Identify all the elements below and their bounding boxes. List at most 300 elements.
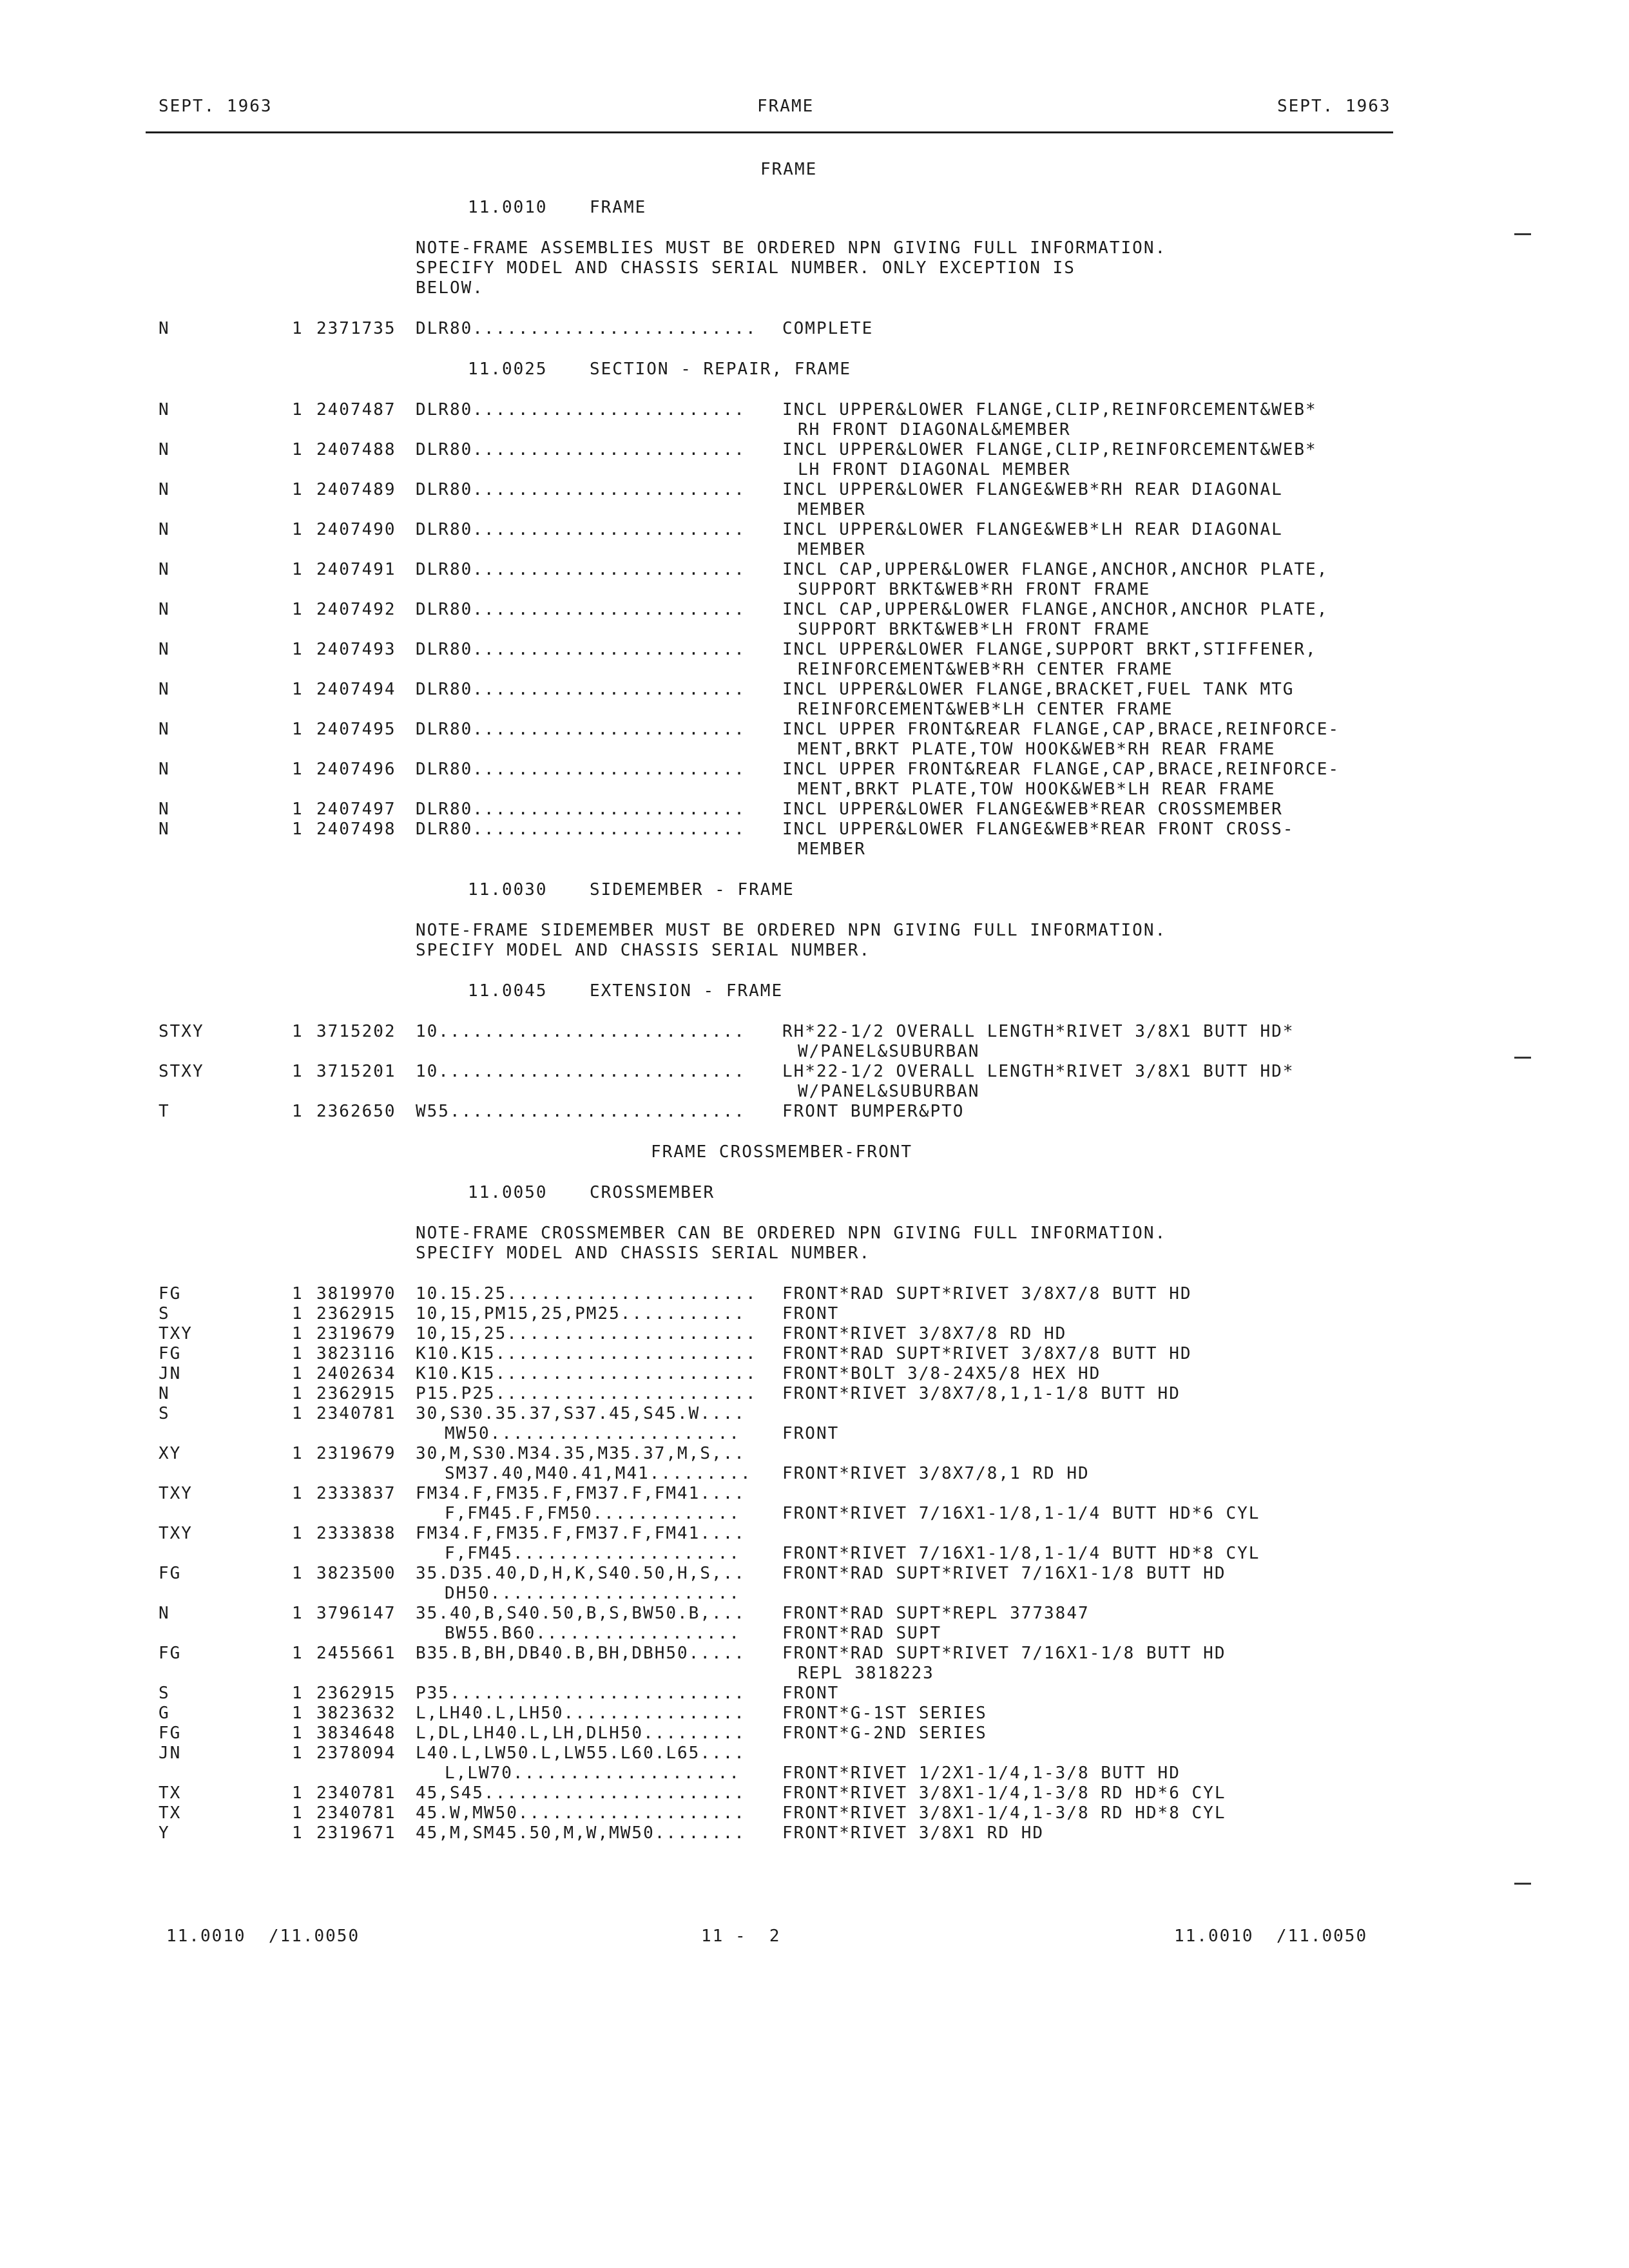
table-row xyxy=(0,1062,1629,1082)
table-row xyxy=(0,640,1629,660)
note-text: NOTE-FRAME SIDEMEMBER MUST BE ORDERED NPN GIVING FULL INFORMATION. xyxy=(416,921,1167,940)
spacer xyxy=(0,1203,1629,1224)
model-code: N xyxy=(159,440,170,459)
part-number: 2407492 xyxy=(316,600,396,619)
model-code: S xyxy=(159,1404,170,1423)
part-description: FRONT*G-1ST SERIES xyxy=(782,1704,987,1723)
part-number: 2407493 xyxy=(316,640,396,659)
table-row-continuation xyxy=(0,740,1629,760)
quantity: 1 xyxy=(292,800,304,819)
part-number: 3819970 xyxy=(316,1284,396,1303)
model-code: TXY xyxy=(159,1524,193,1543)
table-row xyxy=(0,1102,1629,1122)
table-row xyxy=(0,1823,1629,1843)
quantity: 1 xyxy=(292,1783,304,1803)
part-number: 2333837 xyxy=(316,1484,396,1503)
quantity: 1 xyxy=(292,1744,304,1763)
model-code: JN xyxy=(159,1744,182,1763)
note-text: BELOW. xyxy=(416,278,484,298)
quantity: 1 xyxy=(292,1304,304,1323)
model-list: 45,M,SM45.50,M,W,MW50........ xyxy=(416,1823,746,1843)
part-number: 2319679 xyxy=(316,1324,396,1343)
table-row xyxy=(0,1404,1629,1424)
quantity: 1 xyxy=(292,440,304,459)
spacer xyxy=(0,1264,1629,1284)
part-description: INCL UPPER&LOWER FLANGE,CLIP,REINFORCEMENT&WEB* xyxy=(782,440,1317,459)
quantity: 1 xyxy=(292,1484,304,1503)
part-description-continued: W/PANEL&SUBURBAN xyxy=(798,1082,980,1101)
model-list-continued: SM37.40,M40.41,M41......... xyxy=(445,1464,752,1483)
quantity: 1 xyxy=(292,1284,304,1303)
table-row-continuation xyxy=(0,840,1629,860)
table-row-continuation xyxy=(0,540,1629,560)
part-description-continued: FRONT xyxy=(782,1424,840,1443)
part-number: 2340781 xyxy=(316,1783,396,1803)
note-text: SPECIFY MODEL AND CHASSIS SERIAL NUMBER. xyxy=(416,1244,871,1263)
model-code: TX xyxy=(159,1783,182,1803)
section-number: 11.0030 xyxy=(468,880,548,899)
quantity: 1 xyxy=(292,1404,304,1423)
quantity: 1 xyxy=(292,1604,304,1623)
header-center: FRAME xyxy=(757,97,815,116)
section-heading xyxy=(0,981,1629,1001)
model-list: 45.W,MW50.................... xyxy=(416,1803,746,1823)
part-description: FRONT*G-2ND SERIES xyxy=(782,1724,987,1743)
part-description-continued: FRONT*RIVET 1/2X1-1/4,1-3/8 BUTT HD xyxy=(782,1763,1181,1783)
table-row xyxy=(0,1022,1629,1042)
part-description: FRONT*BOLT 3/8-24X5/8 HEX HD xyxy=(782,1364,1101,1383)
table-row-continuation xyxy=(0,620,1629,640)
table-row-continuation xyxy=(0,1584,1629,1604)
spacer xyxy=(0,339,1629,360)
quantity: 1 xyxy=(292,1022,304,1041)
part-number: 2407496 xyxy=(316,760,396,779)
spacer xyxy=(0,1122,1629,1142)
model-code: Y xyxy=(159,1823,170,1843)
model-list: DLR80........................ xyxy=(416,560,746,579)
part-description: FRONT*RAD SUPT*RIVET 3/8X7/8 BUTT HD xyxy=(782,1284,1192,1303)
spacer xyxy=(0,1001,1629,1022)
model-code: N xyxy=(159,1604,170,1623)
part-description-continued: RH FRONT DIAGONAL&MEMBER xyxy=(798,420,1071,439)
spacer xyxy=(0,961,1629,981)
part-description-continued: MENT,BRKT PLATE,TOW HOOK&WEB*RH REAR FRAME xyxy=(798,740,1276,759)
model-code: FG xyxy=(159,1284,182,1303)
table-row xyxy=(0,319,1629,339)
model-list-continued: MW50...................... xyxy=(445,1424,740,1443)
table-row xyxy=(0,1284,1629,1304)
quantity: 1 xyxy=(292,1803,304,1823)
part-description-continued: FRONT*RAD SUPT xyxy=(782,1624,942,1643)
part-description-continued: MEMBER xyxy=(798,500,866,519)
part-description: INCL UPPER&LOWER FLANGE&WEB*RH REAR DIAGONAL xyxy=(782,480,1283,499)
section-title: CROSSMEMBER xyxy=(590,1183,715,1202)
table-row-continuation xyxy=(0,1424,1629,1444)
model-list: P35.......................... xyxy=(416,1684,746,1703)
quantity: 1 xyxy=(292,760,304,779)
part-number: 3715201 xyxy=(316,1062,396,1081)
part-number: 2362915 xyxy=(316,1384,396,1403)
quantity: 1 xyxy=(292,1524,304,1543)
model-code: N xyxy=(159,680,170,699)
part-description: INCL CAP,UPPER&LOWER FLANGE,ANCHOR,ANCHOR PLATE, xyxy=(782,600,1329,619)
part-description: INCL UPPER FRONT&REAR FLANGE,CAP,BRACE,REINFORCE- xyxy=(782,760,1340,779)
quantity: 1 xyxy=(292,319,304,338)
part-number: 3823500 xyxy=(316,1564,396,1583)
quantity: 1 xyxy=(292,1724,304,1743)
part-number: 2407497 xyxy=(316,800,396,819)
table-row-continuation xyxy=(0,660,1629,680)
model-list: FM34.F,FM35.F,FM37.F,FM41.... xyxy=(416,1524,746,1543)
model-code: S xyxy=(159,1304,170,1323)
model-code: FG xyxy=(159,1644,182,1663)
quantity: 1 xyxy=(292,1704,304,1723)
part-description: FRONT xyxy=(782,1304,840,1323)
model-list: DLR80........................ xyxy=(416,600,746,619)
table-row xyxy=(0,1783,1629,1803)
part-number: 2362650 xyxy=(316,1102,396,1121)
part-description: FRONT*RIVET 3/8X1-1/4,1-3/8 RD HD*6 CYL xyxy=(782,1783,1226,1803)
part-number: 2319679 xyxy=(316,1444,396,1463)
parts-catalog-content xyxy=(0,198,1629,1864)
table-row xyxy=(0,1384,1629,1404)
model-list: DLR80........................ xyxy=(416,800,746,819)
model-list: DLR80........................ xyxy=(416,720,746,739)
part-number: 2407487 xyxy=(316,400,396,419)
table-row xyxy=(0,720,1629,740)
note-text: SPECIFY MODEL AND CHASSIS SERIAL NUMBER. ONLY EXCEPTION IS xyxy=(416,258,1075,278)
part-description: INCL UPPER&LOWER FLANGE,SUPPORT BRKT,STIFFENER, xyxy=(782,640,1317,659)
table-row xyxy=(0,560,1629,580)
quantity: 1 xyxy=(292,600,304,619)
part-description: FRONT*RAD SUPT*RIVET 7/16X1-1/8 BUTT HD xyxy=(782,1644,1226,1663)
table-row-continuation xyxy=(0,1763,1629,1783)
part-description-continued: FRONT*RIVET 3/8X7/8,1 RD HD xyxy=(782,1464,1090,1483)
group-heading xyxy=(0,1142,1629,1162)
model-list: DLR80........................ xyxy=(416,680,746,699)
table-row-continuation xyxy=(0,1042,1629,1062)
table-row xyxy=(0,600,1629,620)
part-description: FRONT*RAD SUPT*RIVET 3/8X7/8 BUTT HD xyxy=(782,1344,1192,1363)
table-row-continuation xyxy=(0,580,1629,600)
model-code: T xyxy=(159,1102,170,1121)
part-description: FRONT*RAD SUPT*REPL 3773847 xyxy=(782,1604,1090,1623)
model-list: P15.P25....................... xyxy=(416,1384,757,1403)
part-description: INCL UPPER&LOWER FLANGE,BRACKET,FUEL TANK MTG xyxy=(782,680,1295,699)
part-number: 2407491 xyxy=(316,560,396,579)
section-number: 11.0025 xyxy=(468,360,548,379)
table-row xyxy=(0,440,1629,460)
section-number: 11.0045 xyxy=(468,981,548,1001)
table-row xyxy=(0,1704,1629,1724)
quantity: 1 xyxy=(292,400,304,419)
model-list: K10.K15....................... xyxy=(416,1344,757,1363)
part-description: FRONT*RAD SUPT*RIVET 7/16X1-1/8 BUTT HD xyxy=(782,1564,1226,1583)
part-description-continued: MEMBER xyxy=(798,840,866,859)
table-row xyxy=(0,1524,1629,1544)
table-row xyxy=(0,1744,1629,1763)
section-number: 11.0050 xyxy=(468,1183,548,1202)
part-number: 2340781 xyxy=(316,1404,396,1423)
table-row-continuation xyxy=(0,500,1629,520)
model-list: DLR80........................ xyxy=(416,520,746,539)
part-description: INCL UPPER&LOWER FLANGE&WEB*REAR FRONT CROSS- xyxy=(782,820,1295,839)
model-list: 10,15,PM15,25,PM25........... xyxy=(416,1304,746,1323)
model-code: N xyxy=(159,760,170,779)
part-number: 3823632 xyxy=(316,1704,396,1723)
model-code: N xyxy=(159,1384,170,1403)
part-number: 3834648 xyxy=(316,1724,396,1743)
model-code: N xyxy=(159,640,170,659)
model-list: 10........................... xyxy=(416,1022,746,1041)
note-line xyxy=(0,278,1629,298)
part-number: 3715202 xyxy=(316,1022,396,1041)
spacer xyxy=(0,298,1629,319)
table-row-continuation xyxy=(0,1544,1629,1564)
margin-mark xyxy=(1514,1883,1531,1885)
table-row xyxy=(0,1564,1629,1584)
part-description: COMPLETE xyxy=(782,319,874,338)
model-list: L,DL,LH40.L,LH,DLH50......... xyxy=(416,1724,746,1743)
table-row-continuation xyxy=(0,780,1629,800)
part-number: 2455661 xyxy=(316,1644,396,1663)
model-code: N xyxy=(159,400,170,419)
table-row-continuation xyxy=(0,1504,1629,1524)
note-line xyxy=(0,238,1629,258)
model-code: TXY xyxy=(159,1484,193,1503)
note-text: NOTE-FRAME ASSEMBLIES MUST BE ORDERED NPN GIVING FULL INFORMATION. xyxy=(416,238,1167,258)
part-description: LH*22-1/2 OVERALL LENGTH*RIVET 3/8X1 BUTT HD* xyxy=(782,1062,1295,1081)
table-row-continuation xyxy=(0,1624,1629,1644)
part-number: 2362915 xyxy=(316,1684,396,1703)
quantity: 1 xyxy=(292,1564,304,1583)
part-description-continued: SUPPORT BRKT&WEB*LH FRONT FRAME xyxy=(798,620,1151,639)
part-number: 2371735 xyxy=(316,319,396,338)
model-list-continued: F,FM45.F,FM50............. xyxy=(445,1504,740,1523)
part-number: 2333838 xyxy=(316,1524,396,1543)
model-list: 45,S45....................... xyxy=(416,1783,746,1803)
model-list: DLR80........................ xyxy=(416,480,746,499)
section-heading xyxy=(0,198,1629,218)
spacer xyxy=(0,900,1629,921)
table-row xyxy=(0,760,1629,780)
part-description-continued: SUPPORT BRKT&WEB*RH FRONT FRAME xyxy=(798,580,1151,599)
table-row xyxy=(0,1324,1629,1344)
part-description: FRONT*RIVET 3/8X1 RD HD xyxy=(782,1823,1045,1843)
group-title: FRAME CROSSMEMBER-FRONT xyxy=(651,1142,913,1162)
quantity: 1 xyxy=(292,1062,304,1081)
table-row-continuation xyxy=(0,420,1629,440)
model-list: K10.K15....................... xyxy=(416,1364,757,1383)
part-description: FRONT*RIVET 3/8X7/8,1,1-1/8 BUTT HD xyxy=(782,1384,1181,1403)
quantity: 1 xyxy=(292,560,304,579)
model-list: DLR80........................ xyxy=(416,400,746,419)
note-text: NOTE-FRAME CROSSMEMBER CAN BE ORDERED NPN GIVING FULL INFORMATION. xyxy=(416,1224,1167,1243)
model-list: DLR80........................ xyxy=(416,640,746,659)
table-row xyxy=(0,820,1629,840)
model-list: L40.L,LW50.L,LW55.L60.L65.... xyxy=(416,1744,746,1763)
quantity: 1 xyxy=(292,1324,304,1343)
part-description: INCL CAP,UPPER&LOWER FLANGE,ANCHOR,ANCHOR PLATE, xyxy=(782,560,1329,579)
model-list-continued: BW55.B60.................. xyxy=(445,1624,740,1643)
part-number: 2407489 xyxy=(316,480,396,499)
part-number: 3796147 xyxy=(316,1604,396,1623)
part-description: INCL UPPER FRONT&REAR FLANGE,CAP,BRACE,REINFORCE- xyxy=(782,720,1340,739)
model-list: 35.D35.40,D,H,K,S40.50,H,S,.. xyxy=(416,1564,746,1583)
part-description-continued: MEMBER xyxy=(798,540,866,559)
part-description: INCL UPPER&LOWER FLANGE&WEB*LH REAR DIAGONAL xyxy=(782,520,1283,539)
model-list-continued: L,LW70.................... xyxy=(445,1763,740,1783)
model-code: N xyxy=(159,560,170,579)
model-code: FG xyxy=(159,1344,182,1363)
model-list: 30,M,S30.M34.35,M35.37,M,S,.. xyxy=(416,1444,746,1463)
section-title: SIDEMEMBER - FRAME xyxy=(590,880,795,899)
part-number: 2407498 xyxy=(316,820,396,839)
part-number: 2402634 xyxy=(316,1364,396,1383)
quantity: 1 xyxy=(292,820,304,839)
table-row-continuation xyxy=(0,1082,1629,1102)
model-code: N xyxy=(159,520,170,539)
footer-left: 11.0010 /11.0050 xyxy=(166,1927,360,1946)
table-row xyxy=(0,1364,1629,1384)
model-code: N xyxy=(159,820,170,839)
spacer xyxy=(0,218,1629,238)
footer-center: 11 - 2 xyxy=(701,1927,781,1946)
quantity: 1 xyxy=(292,480,304,499)
quantity: 1 xyxy=(292,1444,304,1463)
part-description-continued: REINFORCEMENT&WEB*RH CENTER FRAME xyxy=(798,660,1173,679)
model-list: B35.B,BH,DB40.B,BH,DBH50..... xyxy=(416,1644,746,1663)
model-list: W55.......................... xyxy=(416,1102,746,1121)
part-number: 2340781 xyxy=(316,1803,396,1823)
part-description-continued: FRONT*RIVET 7/16X1-1/8,1-1/4 BUTT HD*6 CYL xyxy=(782,1504,1260,1523)
note-line xyxy=(0,258,1629,278)
table-row xyxy=(0,1444,1629,1464)
part-description-continued: W/PANEL&SUBURBAN xyxy=(798,1042,980,1061)
table-row xyxy=(0,1304,1629,1324)
model-code: FG xyxy=(159,1564,182,1583)
model-list-continued: DH50...................... xyxy=(445,1584,740,1603)
section-title: SECTION - REPAIR, FRAME xyxy=(590,360,852,379)
quantity: 1 xyxy=(292,1102,304,1121)
model-code: N xyxy=(159,800,170,819)
section-heading xyxy=(0,1183,1629,1203)
part-number: 2407495 xyxy=(316,720,396,739)
part-description-continued: REINFORCEMENT&WEB*LH CENTER FRAME xyxy=(798,700,1173,719)
quantity: 1 xyxy=(292,720,304,739)
section-number: 11.0010 xyxy=(468,198,548,217)
page-title: FRAME xyxy=(760,160,818,179)
margin-mark xyxy=(1514,1057,1531,1059)
model-code: N xyxy=(159,480,170,499)
model-list: 10........................... xyxy=(416,1062,746,1081)
spacer xyxy=(0,1162,1629,1183)
table-row xyxy=(0,1604,1629,1624)
table-row xyxy=(0,1484,1629,1504)
spacer xyxy=(0,1843,1629,1864)
table-row-continuation xyxy=(0,460,1629,480)
model-list: 10.15.25...................... xyxy=(416,1284,757,1303)
part-number: 2378094 xyxy=(316,1744,396,1763)
model-list: 30,S30.35.37,S37.45,S45.W.... xyxy=(416,1404,746,1423)
quantity: 1 xyxy=(292,1684,304,1703)
section-heading xyxy=(0,880,1629,900)
quantity: 1 xyxy=(292,1344,304,1363)
section-heading xyxy=(0,360,1629,380)
part-number: 2362915 xyxy=(316,1304,396,1323)
part-number: 2407494 xyxy=(316,680,396,699)
note-line xyxy=(0,921,1629,941)
part-description-continued: MENT,BRKT PLATE,TOW HOOK&WEB*LH REAR FRAME xyxy=(798,780,1276,799)
table-row-continuation xyxy=(0,1664,1629,1684)
note-line xyxy=(0,1224,1629,1244)
note-line xyxy=(0,941,1629,961)
model-code: N xyxy=(159,600,170,619)
part-number: 3823116 xyxy=(316,1344,396,1363)
table-row xyxy=(0,1344,1629,1364)
model-code: S xyxy=(159,1684,170,1703)
model-list: DLR80........................ xyxy=(416,820,746,839)
section-title: EXTENSION - FRAME xyxy=(590,981,784,1001)
model-code: N xyxy=(159,720,170,739)
model-code: TX xyxy=(159,1803,182,1823)
part-description: FRONT*RIVET 3/8X1-1/4,1-3/8 RD HD*8 CYL xyxy=(782,1803,1226,1823)
model-code: XY xyxy=(159,1444,182,1463)
model-list: L,LH40.L,LH50................ xyxy=(416,1704,746,1723)
table-row xyxy=(0,1644,1629,1664)
section-title: FRAME xyxy=(590,198,647,217)
part-description-continued: REPL 3818223 xyxy=(798,1664,934,1683)
model-code: STXY xyxy=(159,1062,204,1081)
model-code: N xyxy=(159,319,170,338)
part-description: INCL UPPER&LOWER FLANGE&WEB*REAR CROSSMEMBER xyxy=(782,800,1283,819)
quantity: 1 xyxy=(292,1644,304,1663)
table-row-continuation xyxy=(0,700,1629,720)
model-code: TXY xyxy=(159,1324,193,1343)
quantity: 1 xyxy=(292,1823,304,1843)
part-number: 2407490 xyxy=(316,520,396,539)
quantity: 1 xyxy=(292,680,304,699)
model-list: DLR80........................ xyxy=(416,440,746,459)
table-row xyxy=(0,480,1629,500)
part-description: FRONT xyxy=(782,1684,840,1703)
part-description: RH*22-1/2 OVERALL LENGTH*RIVET 3/8X1 BUTT HD* xyxy=(782,1022,1295,1041)
model-list: 35.40,B,S40.50,B,S,BW50.B,... xyxy=(416,1604,746,1623)
part-description-continued: FRONT*RIVET 7/16X1-1/8,1-1/4 BUTT HD*8 CYL xyxy=(782,1544,1260,1563)
table-row xyxy=(0,1803,1629,1823)
table-row xyxy=(0,400,1629,420)
model-list: 10,15,25...................... xyxy=(416,1324,757,1343)
model-list: FM34.F,FM35.F,FM37.F,FM41.... xyxy=(416,1484,746,1503)
part-description: FRONT BUMPER&PTO xyxy=(782,1102,965,1121)
model-list-continued: F,FM45.................... xyxy=(445,1544,740,1563)
quantity: 1 xyxy=(292,1384,304,1403)
part-description-continued: LH FRONT DIAGONAL MEMBER xyxy=(798,460,1071,479)
note-line xyxy=(0,1244,1629,1264)
table-row xyxy=(0,1724,1629,1744)
part-description: FRONT*RIVET 3/8X7/8 RD HD xyxy=(782,1324,1067,1343)
table-row-continuation xyxy=(0,1464,1629,1484)
part-description: INCL UPPER&LOWER FLANGE,CLIP,REINFORCEMENT&WEB* xyxy=(782,400,1317,419)
spacer xyxy=(0,860,1629,880)
table-row xyxy=(0,1684,1629,1704)
part-number: 2407488 xyxy=(316,440,396,459)
header-left: SEPT. 1963 xyxy=(159,97,273,116)
table-row xyxy=(0,520,1629,540)
quantity: 1 xyxy=(292,640,304,659)
model-code: JN xyxy=(159,1364,182,1383)
model-list: DLR80........................ xyxy=(416,760,746,779)
